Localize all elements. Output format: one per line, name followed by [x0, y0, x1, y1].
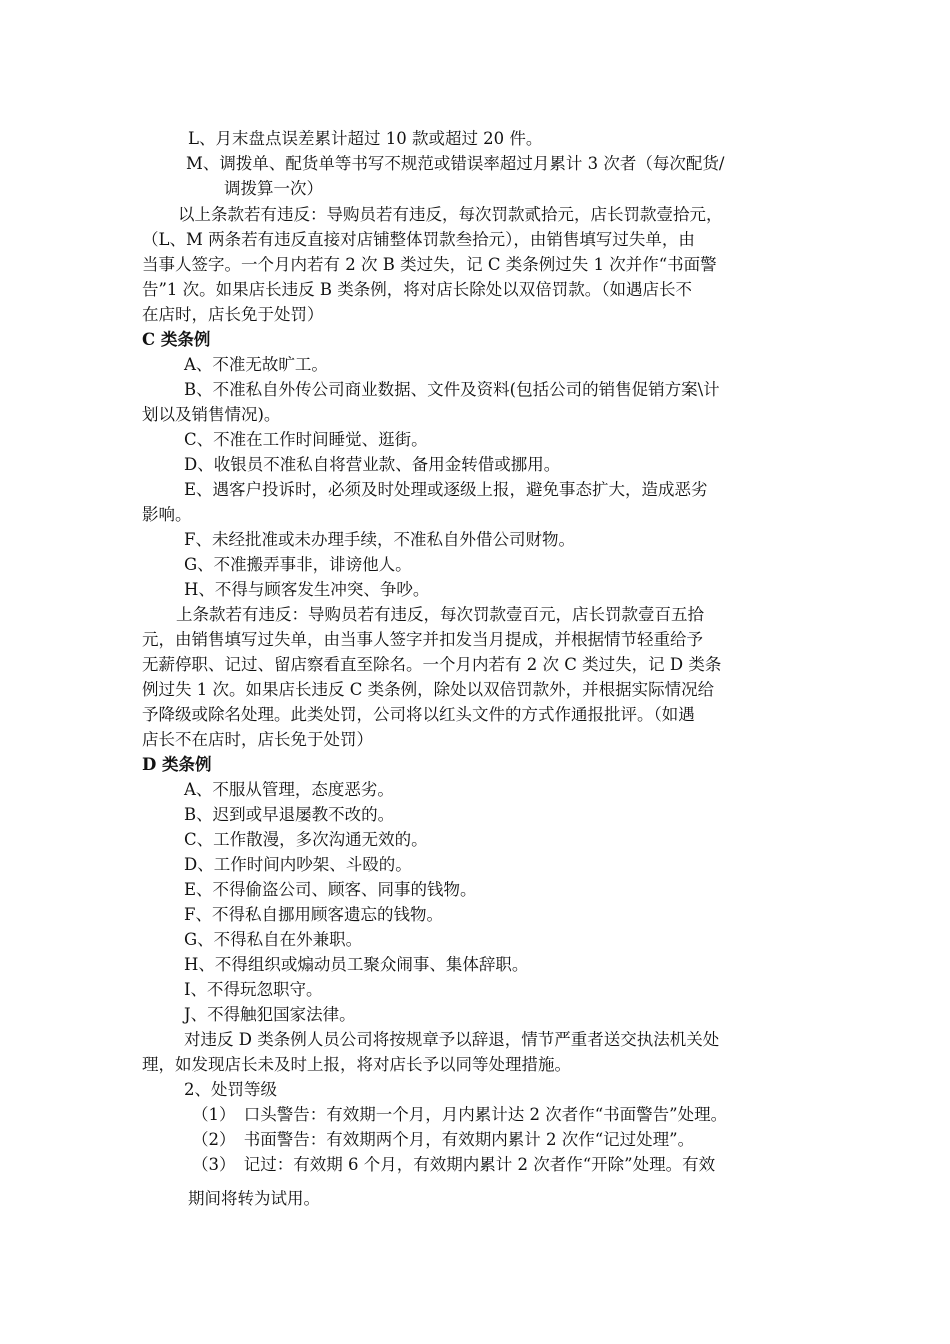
b-item-m: M、调拨单、配货单等书写不规范或错误率超过月累计 3 次者（每次配货/ — [186, 154, 725, 173]
c-penalty-line: 无薪停职、记过、留店察看直至除名。一个月内若有 2 次 C 类过失，记 D 类条 — [142, 655, 722, 674]
penalty-levels-heading: 2、处罚等级 — [184, 1080, 277, 1099]
d-item: A、不服从管理，态度恶劣。 — [184, 780, 394, 799]
c-section-heading: C 类条例 — [142, 330, 211, 349]
d-item: I、不得玩忽职守。 — [184, 980, 323, 999]
d-item: F、不得私自挪用顾客遗忘的钱物。 — [184, 905, 443, 924]
d-section-heading: D 类条例 — [142, 755, 212, 774]
c-item: G、不准搬弄事非，诽谤他人。 — [184, 555, 412, 574]
d-item: G、不得私自在外兼职。 — [184, 930, 363, 949]
b-item-l: L、月末盘点误差累计超过 10 款或超过 20 件。 — [188, 129, 543, 148]
penalty-level-item: （3） 记过：有效期 6 个月，有效期内累计 2 次者作“开除”处理。有效 — [192, 1155, 716, 1174]
b-penalty-line: 当事人签字。一个月内若有 2 次 B 类过失，记 C 类条例过失 1 次并作“书面警 — [142, 255, 717, 274]
c-item: B、不准私自外传公司商业数据、文件及资料(包括公司的销售促销方案\计 — [184, 380, 720, 399]
d-item: C、工作散漫，多次沟通无效的。 — [184, 830, 428, 849]
c-item-cont: 影响。 — [142, 505, 192, 524]
c-item: C、不准在工作时间睡觉、逛街。 — [184, 430, 428, 449]
d-item: J、不得触犯国家法律。 — [184, 1005, 356, 1024]
d-item: H、不得组织或煽动员工聚众闹事、集体辞职。 — [184, 955, 529, 974]
penalty-level-item: （2） 书面警告：有效期两个月，有效期内累计 2 次作“记过处理”。 — [192, 1130, 695, 1149]
d-item: E、不得偷盗公司、顾客、同事的钱物。 — [184, 880, 477, 899]
d-penalty-line: 理，如发现店长未及时上报，将对店长予以同等处理措施。 — [142, 1055, 571, 1074]
d-item: D、工作时间内吵架、斗殴的。 — [184, 855, 412, 874]
c-penalty-line: 予降级或除名处理。此类处罚，公司将以红头文件的方式作通报批评。（如遇 — [142, 705, 695, 724]
c-item: A、不准无故旷工。 — [184, 355, 328, 374]
c-item: E、遇客户投诉时，必须及时处理或逐级上报，避免事态扩大，造成恶劣 — [184, 480, 708, 499]
penalty-level-item-cont: 期间将转为试用。 — [188, 1189, 320, 1208]
b-penalty-line: （L、M 两条若有违反直接对店铺整体罚款叁拾元），由销售填写过失单，由 — [142, 230, 695, 249]
b-penalty-line: 告”1 次。如果店长违反 B 类条例，将对店长除处以双倍罚款。（如遇店长不 — [142, 280, 693, 299]
c-item-cont: 划以及销售情况)。 — [142, 405, 281, 424]
c-item: F、未经批准或未办理手续，不准私自外借公司财物。 — [184, 530, 575, 549]
b-item-m-cont: 调拨算一次） — [224, 179, 323, 198]
c-penalty-line: 上条款若有违反：导购员若有违反，每次罚款壹百元，店长罚款壹百五拾 — [176, 605, 704, 624]
c-item: D、收银员不准私自将营业款、备用金转借或挪用。 — [184, 455, 561, 474]
c-penalty-line: 元，由销售填写过失单，由当事人签字并扣发当月提成，并根据情节轻重给予 — [142, 630, 703, 649]
c-penalty-line: 店长不在店时，店长免于处罚） — [142, 730, 373, 749]
c-item: H、不得与顾客发生冲突、争吵。 — [184, 580, 430, 599]
d-item: B、迟到或早退屡教不改的。 — [184, 805, 395, 824]
c-penalty-line: 例过失 1 次。如果店长违反 C 类条例，除处以双倍罚款外，并根据实际情况给 — [142, 680, 715, 699]
d-penalty-line: 对违反 D 类条例人员公司将按规章予以辞退，情节严重者送交执法机关处 — [184, 1030, 720, 1049]
b-penalty-line: 在店时，店长免于处罚） — [142, 305, 324, 324]
b-penalty-line: 以上条款若有违反：导购员若有违反，每次罚款贰拾元，店长罚款壹拾元， — [178, 205, 723, 224]
penalty-level-item: （1） 口头警告：有效期一个月，月内累计达 2 次者作“书面警告”处理。 — [192, 1105, 728, 1124]
